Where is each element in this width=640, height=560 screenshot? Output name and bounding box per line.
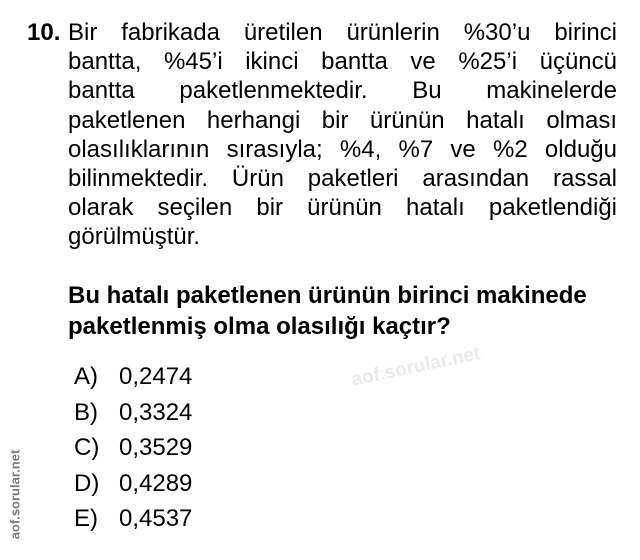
question-number: 10. <box>27 19 61 46</box>
option-value: 0,4537 <box>119 505 193 532</box>
option-letter: A) <box>74 363 98 390</box>
question-body-line: bantta paketlenmektedir. Bu makinelerde <box>68 77 617 105</box>
question-body <box>68 18 617 252</box>
option-letter: D) <box>74 469 100 497</box>
question-prompt-line: paketlenmiş olma olasılığı kaçtır? <box>68 313 451 340</box>
question-prompt-line: Bu hatalı paketlenen ürünün birinci makinede <box>68 282 587 309</box>
question-body-line: bilinmektedir. Ürün paketleri arasından rassal <box>68 164 617 192</box>
question-body-line: bantta, %45’i ikinci bantta ve %25’i üçüncü <box>68 48 617 76</box>
option-value: 0,2474 <box>119 363 193 390</box>
option-value: 0,3529 <box>119 434 193 461</box>
question-prompt <box>68 280 628 342</box>
question-body-line: görülmüştür. <box>68 223 201 251</box>
option-letter: E) <box>74 505 98 532</box>
watermark-center: aof.sorular.net <box>349 343 483 391</box>
option-letter: B) <box>74 398 98 426</box>
option-letter: C) <box>74 434 100 461</box>
question-body-line: olasılıklarının sırasıyla; %4, %7 ve %2 olduğu <box>68 135 617 163</box>
question-body-line: Bir fabrikada üretilen ürünlerin %30’u birinci <box>68 19 617 46</box>
option-value: 0,3324 <box>119 398 193 426</box>
question-body-line: paketlenen herhangi bir ürünün hatalı olması <box>68 106 617 134</box>
option-value: 0,4289 <box>119 469 193 497</box>
watermark-side: aof.sorular.net <box>7 449 23 540</box>
question-body-line: olarak seçilen bir ürünün hatalı paketlendiği <box>68 194 617 222</box>
